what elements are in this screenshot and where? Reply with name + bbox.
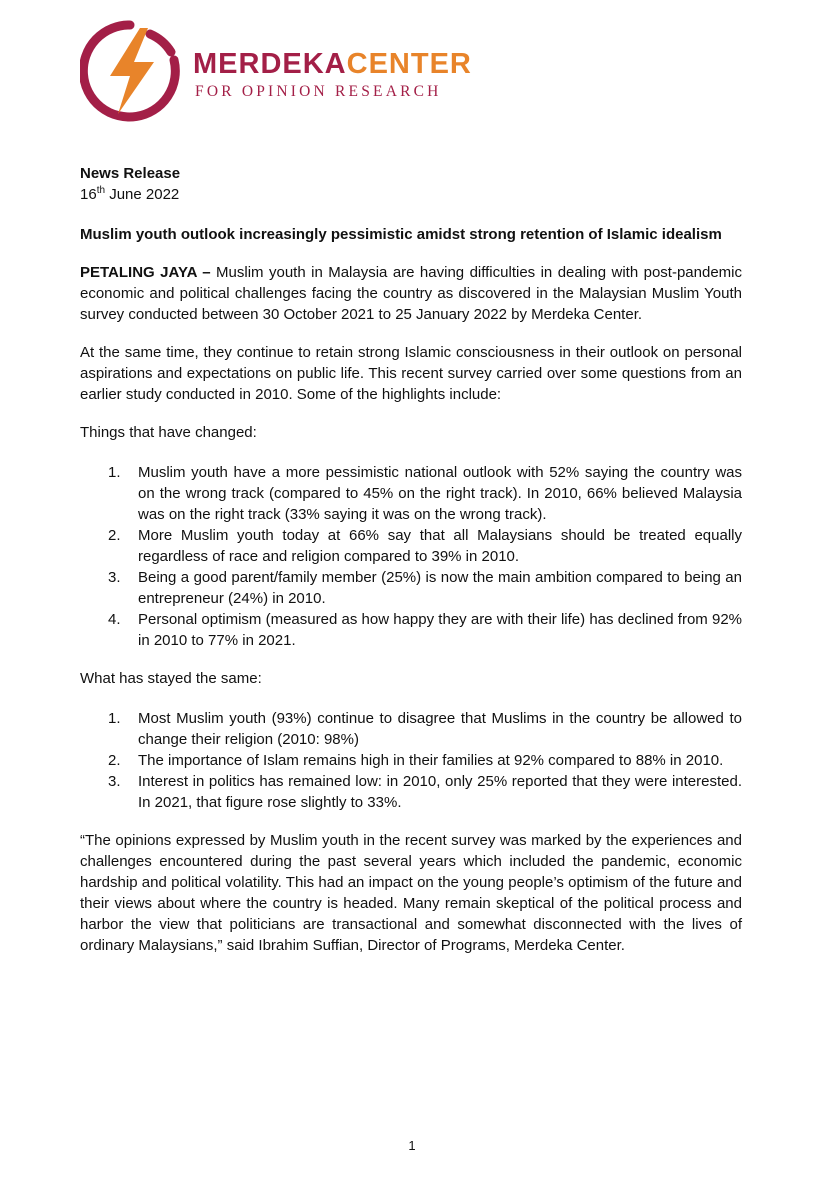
- logo-wordmark: MERDEKACENTER: [193, 48, 472, 80]
- same-section-label: What has stayed the same:: [80, 670, 262, 687]
- list-item: 3. Being a good parent/family member (25%) is now the main ambition compared to being an entrepreneur (24%) in 2010.: [108, 569, 742, 607]
- quote-paragraph: “The opinions expressed by Muslim youth in the recent survey was marked by the experiences and challenges encountered during the past several years which included the pandemic, economic hardship and political volatility. This had an impact on the young people’s optimism of the future and their views about where the country is headed. Many remain skeptical of the political process and harbor the view that politicians are transactional and somewhat disconnected with the lives of ordinary Malaysians,” said Ibrahim Suffian, Director of Programs, Merdeka Center.: [80, 832, 742, 954]
- intro-paragraph: PETALING JAYA – Muslim youth in Malaysia are having difficulties in dealing with post-pandemic economic and political challenges facing the country as discovered in the Malaysian Muslim Youth survey conducted between 30 October 2021 to 25 January 2022 by Merdeka Center.: [80, 264, 742, 323]
- same-list: [80, 708, 742, 813]
- list-item: 2. The importance of Islam remains high in their families at 92% compared to 88% in 2010.: [108, 752, 724, 769]
- changed-list: [80, 462, 742, 651]
- list-item: 1. Most Muslim youth (93%) continue to disagree that Muslims in the country be allowed to change their religion (2010: 98%): [108, 710, 742, 748]
- dateline: PETALING JAYA –: [80, 264, 211, 281]
- headline: Muslim youth outlook increasingly pessimistic amidst strong retention of Islamic idealism: [80, 226, 722, 243]
- press-release-body: [80, 163, 742, 956]
- release-date: 16th June 2022: [80, 185, 180, 203]
- page-number: 1: [408, 1138, 416, 1153]
- list-item: 3. Interest in politics has remained low: in 2010, only 25% reported that they were interested. In 2021, that figure rose slightly to 33%.: [108, 773, 742, 811]
- merdeka-center-logo: [80, 20, 472, 124]
- list-item: 1. Muslim youth have a more pessimistic national outlook with 52% saying the country was on the wrong track (compared to 45% on the right track). In 2010, 66% believed Malaysia was on the right track (33% saying it was on the wrong track).: [108, 464, 742, 523]
- context-paragraph: At the same time, they continue to retain strong Islamic consciousness in their outlook on personal aspirations and expectations on public life. This recent survey carried over some questions from an earlier study conducted in 2010. Some of the highlights include:: [80, 344, 742, 403]
- release-label: News Release: [80, 165, 181, 182]
- lightning-bolt-circle-icon: [80, 20, 182, 124]
- logo-subtitle: FOR OPINION RESEARCH: [195, 83, 442, 100]
- list-item: 2. More Muslim youth today at 66% say that all Malaysians should be treated equally regardless of race and religion compared to 39% in 2010.: [108, 527, 742, 565]
- changed-section-label: Things that have changed:: [80, 424, 257, 441]
- list-item: 4. Personal optimism (measured as how happy they are with their life) has declined from 92% in 2010 to 77% in 2021.: [108, 611, 742, 649]
